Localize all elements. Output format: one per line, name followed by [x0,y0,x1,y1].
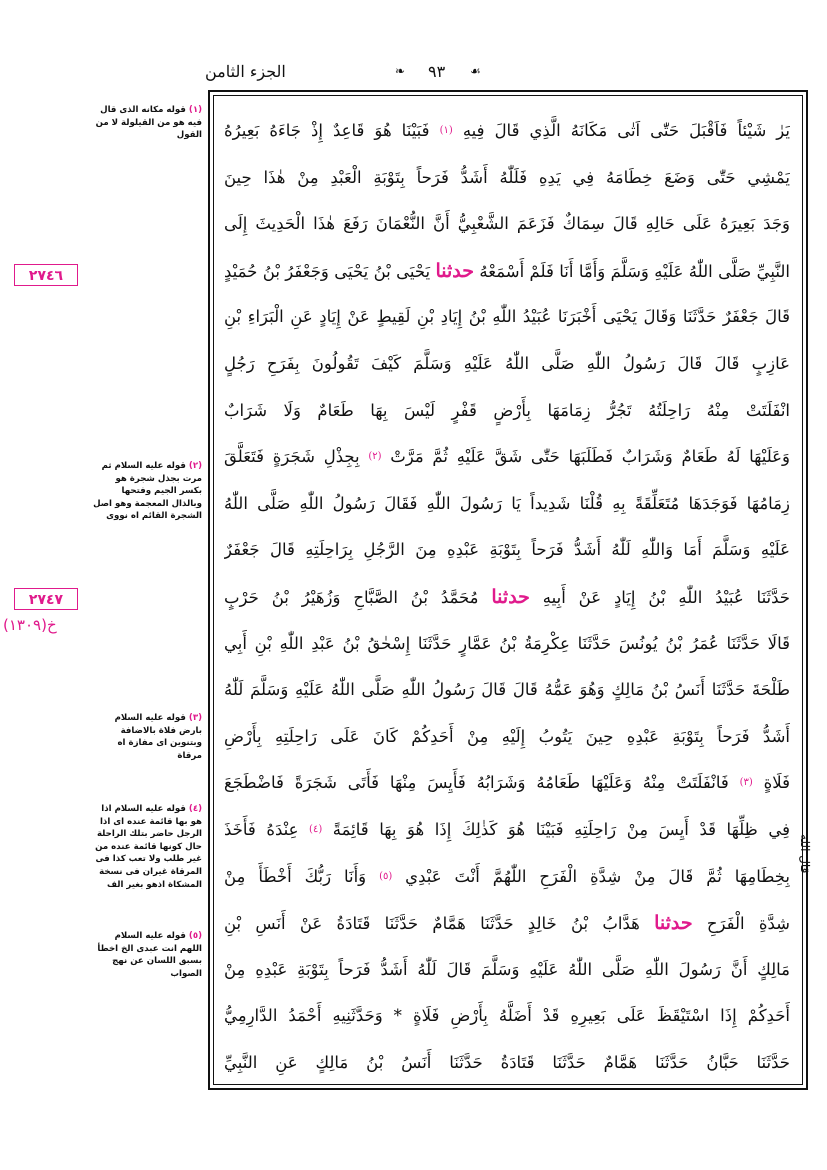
text-line [224,108,790,155]
text-segment: فَلَاةٍ [752,773,790,793]
text-line [224,900,790,947]
note-text: قوله عليه السلام بارض فلاة بالاضافة وبتنوين اى مفازة اه مرقاة [114,713,202,761]
ornament-left: ❧ [395,64,406,78]
note-text: قوله عليه السلام اذا هو بها قائمة عنده اى اذا الرجل حاضر بتلك الراحلة حال كونها قائمة عنده من غير طلب ولا تعب كذا فى المرقاة غيران فى نسخة المشكاة اذهو بغير الف [95,804,202,890]
text-segment: عِنْدَهُ فَأَخَذَ [224,819,310,839]
cross-reference: خ(١٣٠٩) [3,616,57,634]
text-line [224,1040,790,1087]
hadith-number-box: ٢٧٤٧ [14,588,78,610]
text-segment: قَالَ جَعْفَرٌ حَدَّثَنَا وَقَالَ يَحْيَى أَخْبَرَنَا عُبَيْدُ اللّٰهِ بْنُ إِيَادِ بْنِ لَقِيطٍ عَنْ إِيَادٍ عَنِ الْبَرَاءِ بْنِ [224,307,790,327]
footnote-marker: (١) [439,125,453,136]
main-text-block [224,108,790,1086]
text-line [224,201,790,248]
margin-note-2 [92,460,202,523]
text-line [224,527,790,574]
haddathana-marker: حدثنا [654,912,693,935]
note-text: قوله مكانه الذى قال فيه هو من القيلولة لا من القول [95,105,202,141]
text-segment: قَالَا حَدَّثَنَا عُمَرُ بْنُ يُونُسَ حَدَّثَنَا عِكْرِمَةُ بْنُ عَمَّارٍ حَدَّثَنَا إِسْحٰقُ بْنُ عَبْدِ اللّٰهِ بْنِ أَبِي [224,633,790,653]
text-segment: وَأَنَا رَبُّكَ أَخْطَأَ مِنْ [224,866,380,886]
text-segment: فِي ظِلِّهَا قَدْ أَيِسَ مِنْ رَاحِلَتِهِ فَبَيْنَا هُوَ كَذٰلِكَ إِذَا هُوَ بِهَا قَائِمَةً [322,819,790,839]
text-segment: يَمْشِي حَتّٰى وَضَعَ خِطَامَهُ فِي يَدِهِ فَلَلّٰهُ أَشَدُّ فَرَحاً بِتَوْبَةِ الْعَبْدِ مِنْ هٰذَا حِينَ [224,167,790,187]
text-line [224,155,790,202]
haddathana-marker: حدثنا [435,259,475,282]
text-line [224,621,790,668]
note-number: (٥) [188,931,202,941]
text-segment: بِجِذْلِ شَجَرَةٍ فَتَعَلَّقَ [224,447,369,467]
text-segment: النَّبِيِّ صَلَّى اللّٰهُ عَلَيْهِ وَسَلَّمَ وَأَمَّا أَنَا فَلَمْ أَسْمَعْهُ [474,261,790,281]
text-segment: مَالِكٍ أَنَّ رَسُولَ اللّٰهِ صَلَّى اللّٰهُ عَلَيْهِ وَسَلَّمَ قَالَ لَلّٰهُ أَشَدُّ فَرَحاً بِتَوْبَةِ عَبْدِهِ مِنْ [224,959,790,979]
note-number: (٤) [188,804,202,814]
text-segment: انْفَلَتَتْ مِنْهُ رَاحِلَتُهُ تَجُرُّ زِمَامَهَا بِأَرْضٍ قَفْرٍ لَيْسَ بِهَا طَعَامٌ وَلَا شَرَابٌ [224,400,790,420]
text-segment: شِدَّةِ الْفَرَحِ [692,914,790,934]
text-line [224,714,790,761]
margin-note-5 [92,930,202,980]
text-segment: حَدَّثَنَا حَبَّانُ حَدَّثَنَا هَمَّامٌ حَدَّثَنَا قَتَادَةُ حَدَّثَنَا أَنَسُ بْنُ مَالِكٍ عَنِ النَّبِيِّ [224,1052,790,1072]
hadith-number-box: ٢٧٤٦ [14,264,78,286]
vertical-margin-text: قال الله [798,834,812,874]
footnote-marker: (٥) [379,870,393,882]
vertical-margin-note [790,834,816,894]
text-line [224,760,790,807]
text-segment: يَحْيَى بْنُ يَحْيَى وَجَعْفَرُ بْنُ حُمَيْدٍ [224,261,436,281]
text-line [224,667,790,714]
text-segment: هَدَّابُ بْنُ خَالِدٍ حَدَّثَنَا هَمَّامٌ حَدَّثَنَا قَتَادَةُ عَنْ أَنَسِ بْنِ [224,914,655,934]
footnote-marker: (٣) [739,777,753,789]
text-segment: بِخِطَامِهَا ثُمَّ قَالَ مِنْ شِدَّةِ الْفَرَحِ اللّٰهُمَّ أَنْتَ عَبْدِي [392,866,790,886]
text-segment: حَدَّثَنَا عُبَيْدُ اللّٰهِ بْنُ إِيَادٍ عَنْ أَبِيهِ [529,587,790,607]
footnote-marker: (٢) [368,451,382,463]
text-segment: عَلَيْهِ وَسَلَّمَ أَمَا وَاللّٰهِ لَلّٰهُ أَشَدُّ فَرَحاً بِتَوْبَةِ عَبْدِهِ مِنَ الرَّجُلِ بِرَاحِلَتِهِ قَالَ جَعْفَرٌ [224,540,790,560]
note-number: (٢) [188,461,202,471]
text-segment: أَشَدُّ فَرَحاً بِتَوْبَةِ عَبْدِهِ حِينَ يَتُوبُ إِلَيْهِ مِنْ أَحَدِكُمْ كَانَ عَلَى رَاحِلَتِهِ بِأَرْضِ [224,726,790,746]
text-line [224,481,790,528]
text-line [224,294,790,341]
text-line [224,341,790,388]
text-line [224,248,790,295]
text-segment: مُحَمَّدُ بْنُ الصَّبَّاحِ وَزُهَيْرُ بْنُ حَرْبٍ [224,587,492,607]
text-line [224,434,790,481]
note-number: (٣) [188,713,202,723]
note-text: قوله عليه السلام ثم مرت بجذل شجرة هو بكسر الجيم وفتحها وبالذال المعجمة وهو اصل الشجرة القائم اه نووى [93,461,202,522]
text-line [224,388,790,435]
text-line [224,807,790,854]
footnote-marker: (٤) [309,823,323,835]
margin-note-3 [92,712,202,762]
text-line [224,854,790,901]
margin-note-1 [92,104,202,142]
text-segment: وَجَدَ بَعِيرَهُ عَلَى حَالِهِ قَالَ سِمَاكٌ فَزَعَمَ الشَّعْبِيُّ أَنَّ النُّعْمَانَ رَفَعَ هٰذَا الْحَدِيثَ إِلَى [224,214,790,234]
text-line [224,574,790,621]
text-line [224,993,790,1040]
text-segment: فَبَيْنَا هُوَ قَاعِدٌ إِذْ جَاءَهُ بَعِيرُهُ [224,121,440,140]
text-segment: طَلْحَةَ حَدَّثَنَا أَنَسُ بْنُ مَالِكٍ وَهُوَ عَمُّهُ قَالَ قَالَ رَسُولُ اللّٰهِ صَلَّى اللّٰهُ عَلَيْهِ وَسَلَّمَ لَلّٰهُ [224,680,790,700]
margin-note-4 [92,803,202,891]
page-number: ٩٣ [428,62,446,81]
text-segment: عَازِبٍ قَالَ قَالَ رَسُولُ اللّٰهِ صَلَّى اللّٰهُ عَلَيْهِ وَسَلَّمَ كَيْفَ تَقُولُونَ بِفَرَحِ رَجُلٍ [224,353,790,373]
ornament-right: ☙ [470,64,481,78]
text-line [224,947,790,994]
volume-title: الجزء الثامن [205,62,286,81]
haddathana-marker: حدثنا [491,585,530,608]
note-text: قوله عليه السلام اللهم انت عبدى الخ اخطأ بسبق اللسان عن نهج الصواب [97,931,202,979]
text-segment: فَانْفَلَتَتْ مِنْهُ وَعَلَيْهَا طَعَامُهُ وَشَرَابُهُ فَأَيِسَ مِنْهَا فَأَتَى شَجَرَةً فَاضْطَجَعَ [224,773,740,793]
text-segment: زِمَامُهَا فَوَجَدَهَا مُتَعَلِّقَةً بِهِ قُلْنَا شَدِيداً يَا رَسُولَ اللّٰهِ فَقَالَ رَسُولُ اللّٰهِ صَلَّى اللّٰهُ [224,493,790,513]
text-segment: أَحَدِكُمْ إِذَا اسْتَيْقَظَ عَلَى بَعِيرِهِ قَدْ أَضَلَّهُ بِأَرْضِ فَلَاةٍ * وَحَدَّثَنِيهِ أَحْمَدُ الدَّارِمِيُّ [224,1006,790,1026]
text-segment: وَعَلَيْهَا لَهُ طَعَامٌ وَشَرَابٌ فَطَلَبَهَا حَتّٰى شَقَّ عَلَيْهِ ثُمَّ مَرَّتْ [381,447,790,467]
note-number: (١) [188,105,202,115]
text-segment: يَرٰ شَيْئاً فَاَقْبَلَ حَتّٰى اَتٰى مَكَانَهُ الَّذِي قَالَ فِيهِ [452,121,790,140]
